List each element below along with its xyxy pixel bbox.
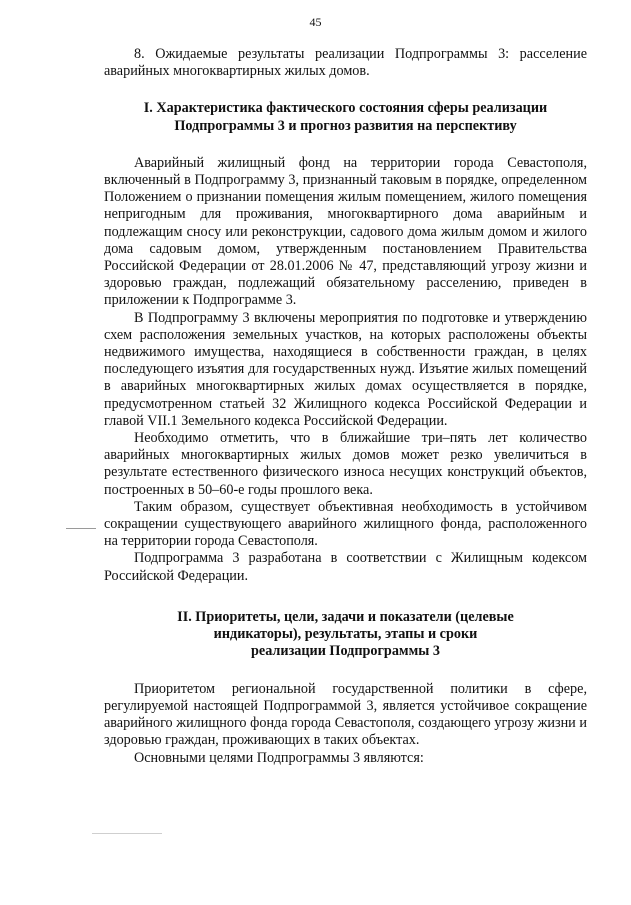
section-1-heading-line-2: Подпрограммы 3 и прогноз развития на перспективу bbox=[174, 117, 517, 134]
section-2-heading-line-3: реализации Подпрограммы 3 bbox=[251, 643, 440, 660]
section-2-paragraph: Основными целями Подпрограммы 3 являются: bbox=[134, 750, 424, 767]
section-1-paragraph: Подпрограмма 3 разработана в соответствии с Жилищным кодексом Российской Федерации. bbox=[104, 550, 587, 584]
section-1-paragraph: Аварийный жилищный фонд на территории города Севастополя, включенный в Подпрограмму 3, признанный таковым в порядке, определенном Положением о признании помещения жилым помещением, жилого помещения непригодным для проживания, многоквартирного дома аварийным и подлежащим сносу или реконструкции, садового дома жилым домом и жилого дома садовым домом, утвержденным постановлением Правительства Российской Федерации от 28.01.2006 № 47, представляющий угрозу жизни и здоровью граждан, подлежащий обязательному расселению, приведен в приложении к Подпрограмме 3. bbox=[104, 154, 587, 309]
section-1-heading-line-1: I. Характеристика фактического состояния сферы реализации bbox=[143, 100, 548, 117]
section-1-paragraph: Таким образом, существует объективная необходимость в устойчивом сокращении существующего аварийного жилищного фонда, расположенного на территории города Севастополя. bbox=[104, 498, 587, 550]
section-1-paragraph: Необходимо отметить, что в ближайшие три–пять лет количество аварийных многоквартирных жилых домов может резко увеличиться в результате естественного физического износа несущих конструкций объектов, построенных в 50–60-е годы прошлого века. bbox=[104, 430, 587, 498]
section-2-heading-line-1: II. Приоритеты, цели, задачи и показатели (целевые bbox=[177, 608, 514, 625]
section-2-heading-line-2: индикаторы), результаты, этапы и сроки bbox=[213, 626, 478, 643]
section-2-paragraph: Приоритетом региональной государственной политики в сфере, регулируемой настоящей Подпрограммой 3, является устойчивое сокращение аварийного жилищного фонда города Севастополя, создающего угрозу жизни и здоровью граждан, проживающих в таких объектах. bbox=[104, 680, 587, 749]
scan-mark-bottom bbox=[92, 833, 162, 834]
scan-mark-left bbox=[66, 528, 96, 529]
document-body bbox=[104, 46, 587, 768]
section-1-paragraph: В Подпрограмму 3 включены мероприятия по подготовке и утверждению схем расположения земельных участков, на которых расположены объекты недвижимого имущества, находящиеся в собственности граждан, в целях последующего изъятия для государственных нужд. Изъятие жилых помещений в аварийных многоквартирных жилых домах осуществляется в порядке, предусмотренном статьей 32 Жилищного кодекса Российской Федерации и главой VII.1 Земельного кодекса Российской Федерации. bbox=[104, 309, 587, 429]
section-2-heading bbox=[104, 609, 587, 661]
section-1-heading bbox=[104, 100, 587, 134]
page-number: 45 bbox=[309, 15, 322, 29]
intro-paragraph: 8. Ожидаемые результаты реализации Подпрограммы 3: расселение аварийных многоквартирных жилых домов. bbox=[104, 46, 587, 80]
